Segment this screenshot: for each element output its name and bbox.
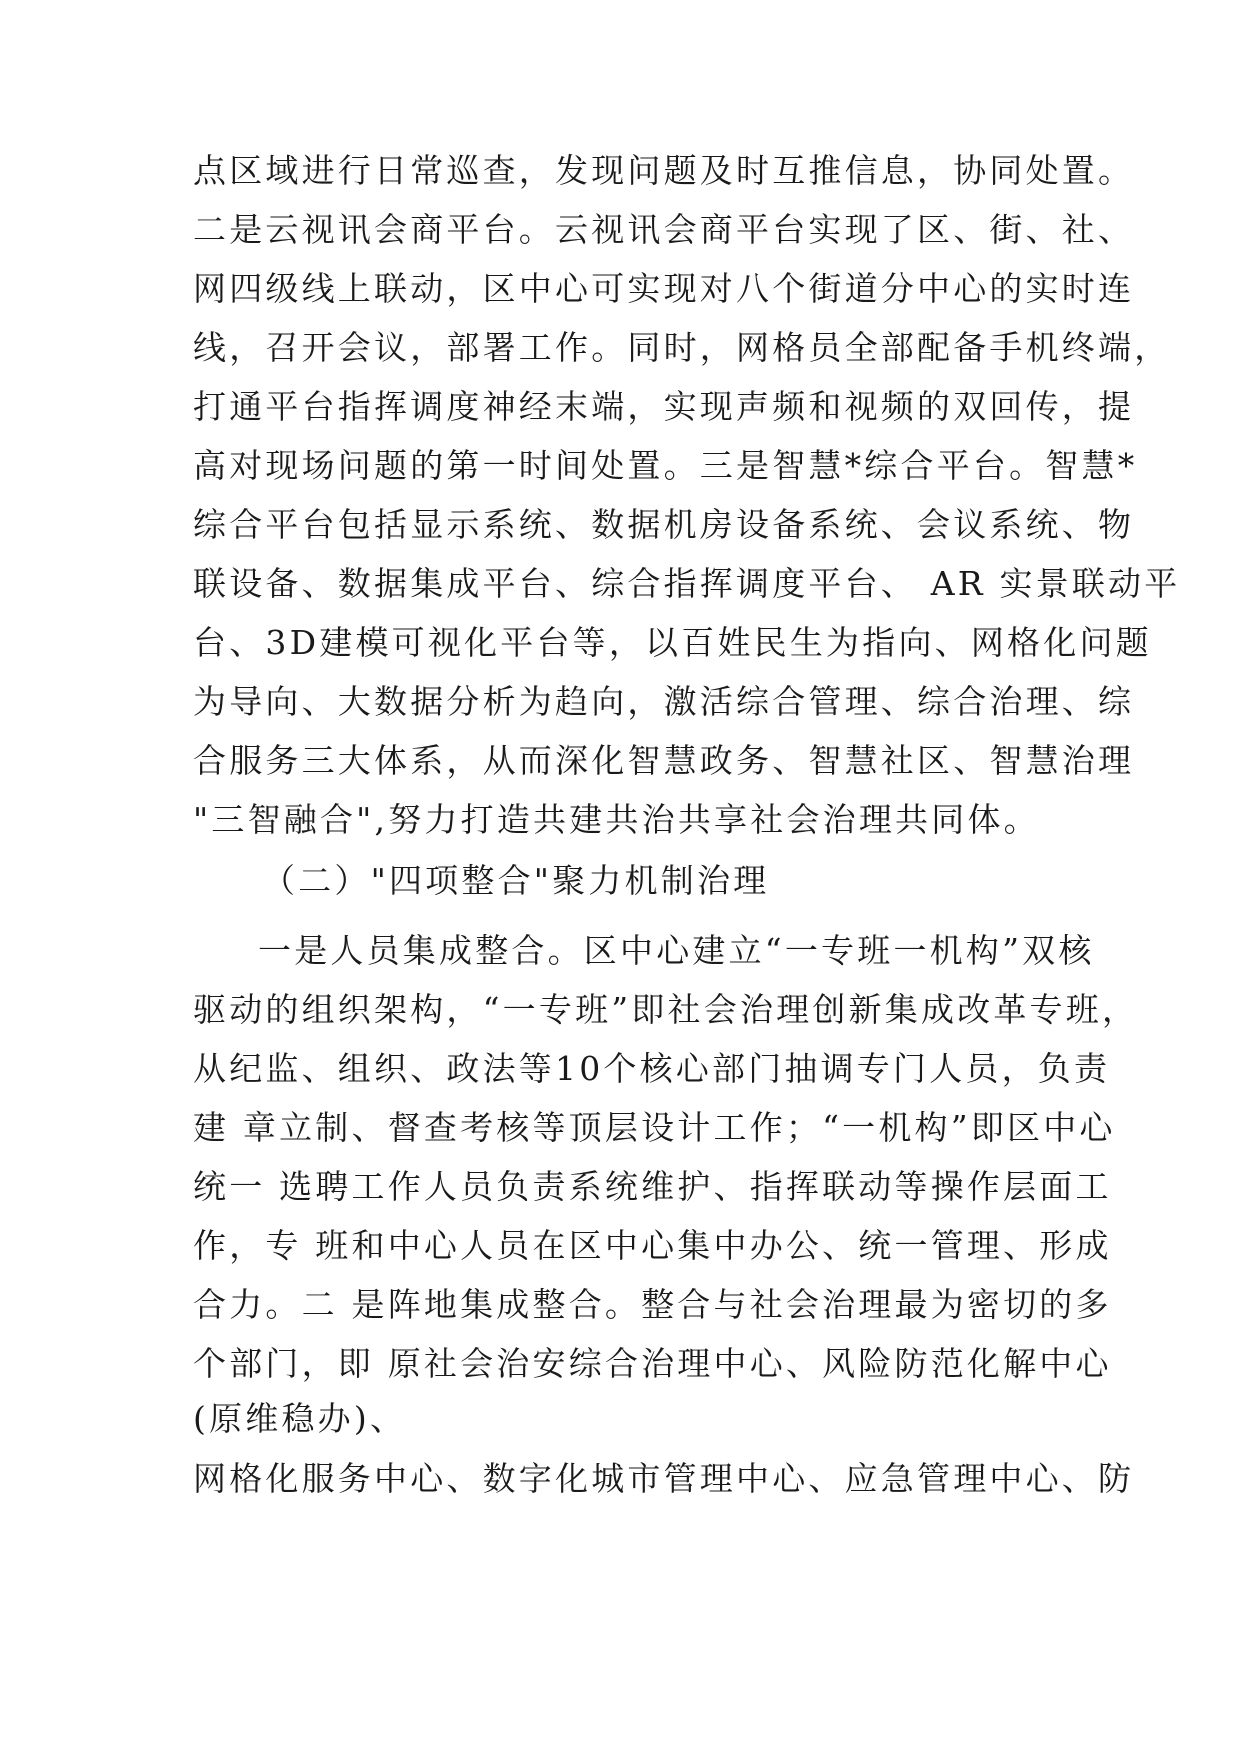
body-text-line: 台、3D建模可视化平台等，以百姓民生为指向、网格化问题	[193, 623, 1152, 662]
body-text-line: 线，召开会议，部署工作。同时，网格员全部配备手机终端，	[193, 328, 1171, 367]
body-text-line: (原维稳办)、	[193, 1399, 407, 1438]
body-text-line: 网格化服务中心、数字化城市管理中心、应急管理中心、防	[193, 1459, 1135, 1498]
body-text-line: 网四级线上联动，区中心可实现对八个街道分中心的实时连	[193, 269, 1135, 308]
body-text-line: 合力。二 是阵地集成整合。整合与社会治理最为密切的多	[193, 1285, 1112, 1324]
body-text-line: 为导向、大数据分析为趋向，激活综合管理、综合治理、综	[193, 682, 1135, 721]
body-text-line: 打通平台指挥调度神经末端，实现声频和视频的双回传，提	[193, 387, 1135, 426]
body-text-line: 从纪监、组织、政法等10个核心部门抽调专门人员，负责	[193, 1049, 1111, 1088]
body-text-line: 统一 选聘工作人员负责系统维护、指挥联动等操作层面工	[193, 1167, 1112, 1206]
body-text-line: 驱动的组织架构，“一专班”即社会治理创新集成改革专班，	[193, 990, 1139, 1029]
body-text-line: 综合平台包括显示系统、数据机房设备系统、会议系统、物	[193, 505, 1135, 544]
paragraph-first-line: 一是人员集成整合。区中心建立“一专班一机构”双核	[258, 931, 1095, 970]
section-heading: （二）"四项整合"聚力机制治理	[262, 861, 770, 900]
body-text-line: 建 章立制、督查考核等顶层设计工作；“一机构”即区中心	[193, 1108, 1116, 1147]
body-text-line: 个部门，即 原社会治安综合治理中心、风险防范化解中心	[193, 1344, 1112, 1383]
body-text-line: 二是云视讯会商平台。云视讯会商平台实现了区、街、社、	[193, 210, 1135, 249]
body-text-line: "三智融合",努力打造共建共治共享社会治理共同体。	[193, 800, 1040, 839]
body-text-line: 作，专 班和中心人员在区中心集中办公、统一管理、形成	[193, 1226, 1112, 1265]
body-text-line: 点区域进行日常巡查，发现问题及时互推信息，协同处置。	[193, 151, 1135, 190]
body-text-line: 联设备、数据集成平台、综合指挥调度平台、 AR 实景联动平	[193, 564, 1181, 603]
body-text-line: 高对现场问题的第一时间处置。三是智慧*综合平台。智慧*	[193, 446, 1138, 485]
body-text-line: 合服务三大体系，从而深化智慧政务、智慧社区、智慧治理	[193, 741, 1135, 780]
